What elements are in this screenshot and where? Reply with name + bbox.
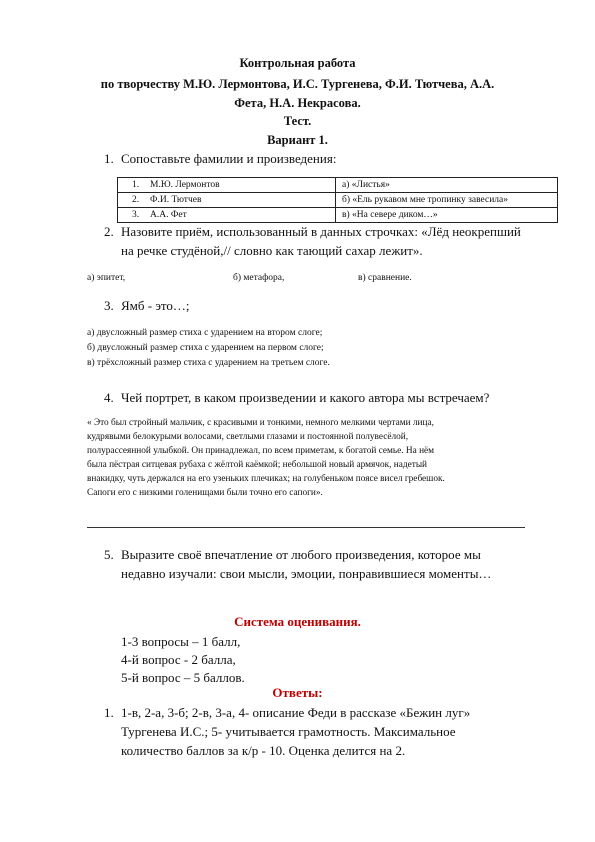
q3-number: 3. — [104, 298, 114, 313]
q5-text-line2: недавно изучали: свои мысли, эмоции, понравившиеся моменты… — [121, 566, 492, 581]
answers-line2: Тургенева И.С.; 5- учитывается грамотность. Максимальное — [121, 724, 456, 739]
q4-passage-line3: полурассеянной улыбкой. Он принадлежал, по всем приметам, к богатой семье. На нём — [87, 446, 435, 456]
q2-option-c: в) сравнение. — [358, 273, 412, 283]
table-cell-work: в) «На севере диком…» — [336, 208, 558, 223]
author-name: М.Ю. Лермонтов — [150, 180, 220, 190]
doc-test-label: Тест. — [283, 114, 312, 128]
table-cell-author — [118, 193, 336, 208]
q3-option-a: а) двусложный размер стиха с ударением на втором слоге; — [87, 328, 323, 338]
q4-text: Чей портрет, в каком произведении и какого автора мы встречаем? — [121, 390, 490, 405]
table-row — [118, 208, 558, 223]
q3-text: Ямб - это…; — [121, 298, 190, 313]
grading-line3: 5-й вопрос – 5 баллов. — [121, 670, 245, 685]
q2-option-b: б) метафора, — [233, 273, 285, 283]
answers-line1: 1-в, 2-а, 3-б; 2-в, 3-а, 4- описание Феди в рассказе «Бежин луг» — [121, 705, 471, 720]
q4-passage-line5: внакидку, чуть держался на его узеньких плечиках; на голубеньком поясе висел гребешок. — [87, 474, 445, 484]
q4-passage-line4: была пёстрая ситцевая рубаха с жёлтой каёмкой; небольшой новый армячок, надетый — [87, 460, 428, 470]
grading-title: Система оценивания. — [234, 614, 361, 629]
row-number: 3. — [132, 210, 140, 220]
doc-subtitle-line2: Фета, Н.А. Некрасова. — [234, 96, 361, 110]
answers-number: 1. — [104, 705, 114, 720]
grading-line1: 1-3 вопросы – 1 балл, — [121, 634, 241, 649]
q3-option-b: б) двусложный размер стиха с ударением на первом слоге; — [87, 343, 324, 353]
doc-subtitle-line1: по творчеству М.Ю. Лермонтова, И.С. Тургенева, Ф.И. Тютчева, А.А. — [100, 77, 495, 91]
doc-title: Контрольная работа — [239, 56, 356, 70]
q4-number: 4. — [104, 390, 114, 405]
table-row — [118, 178, 558, 193]
q4-passage-line2: кудрявыми белокурыми волосами, светлыми глазами и постоянной полувесёлой, — [87, 432, 409, 442]
answer-line — [87, 527, 525, 528]
table-row — [118, 193, 558, 208]
answers-title: Ответы: — [272, 685, 323, 700]
q2-text-line2: на речке студёной,// словно как тающий сахар лежит». — [121, 243, 423, 258]
table-cell-work: а) «Листья» — [336, 178, 558, 193]
row-number: 1. — [132, 180, 140, 190]
doc-variant-label: Вариант 1. — [267, 133, 328, 147]
q2-number: 2. — [104, 224, 114, 239]
q1-text: Сопоставьте фамилии и произведения: — [121, 151, 337, 166]
row-number: 2. — [132, 195, 140, 205]
q2-text-line1: Назовите приём, использованный в данных строчках: «Лёд неокрепший — [121, 224, 521, 239]
grading-line2: 4-й вопрос - 2 балла, — [121, 652, 236, 667]
matching-table — [117, 177, 558, 223]
q4-passage-line1: « Это был стройный мальчик, с красивыми и тонкими, немного мелкими чертами лица, — [87, 418, 434, 428]
author-name: А.А. Фет — [150, 210, 187, 220]
table-cell-author — [118, 208, 336, 223]
q1-number: 1. — [104, 151, 114, 166]
author-name: Ф.И. Тютчев — [150, 195, 202, 205]
q4-passage-line6: Сапоги его с низкими голенищами были точно его сапоги». — [87, 488, 323, 498]
answers-line3: количество баллов за к/р - 10. Оценка делится на 2. — [121, 743, 406, 758]
q5-text-line1: Выразите своё впечатление от любого произведения, которое мы — [121, 547, 481, 562]
table-cell-work: б) «Ель рукавом мне тропинку завесила» — [336, 193, 558, 208]
table-cell-author — [118, 178, 336, 193]
q2-option-a: а) эпитет, — [87, 273, 126, 283]
q5-number: 5. — [104, 547, 114, 562]
q3-option-c: в) трёхсложный размер стиха с ударением на третьем слоге. — [87, 358, 330, 368]
